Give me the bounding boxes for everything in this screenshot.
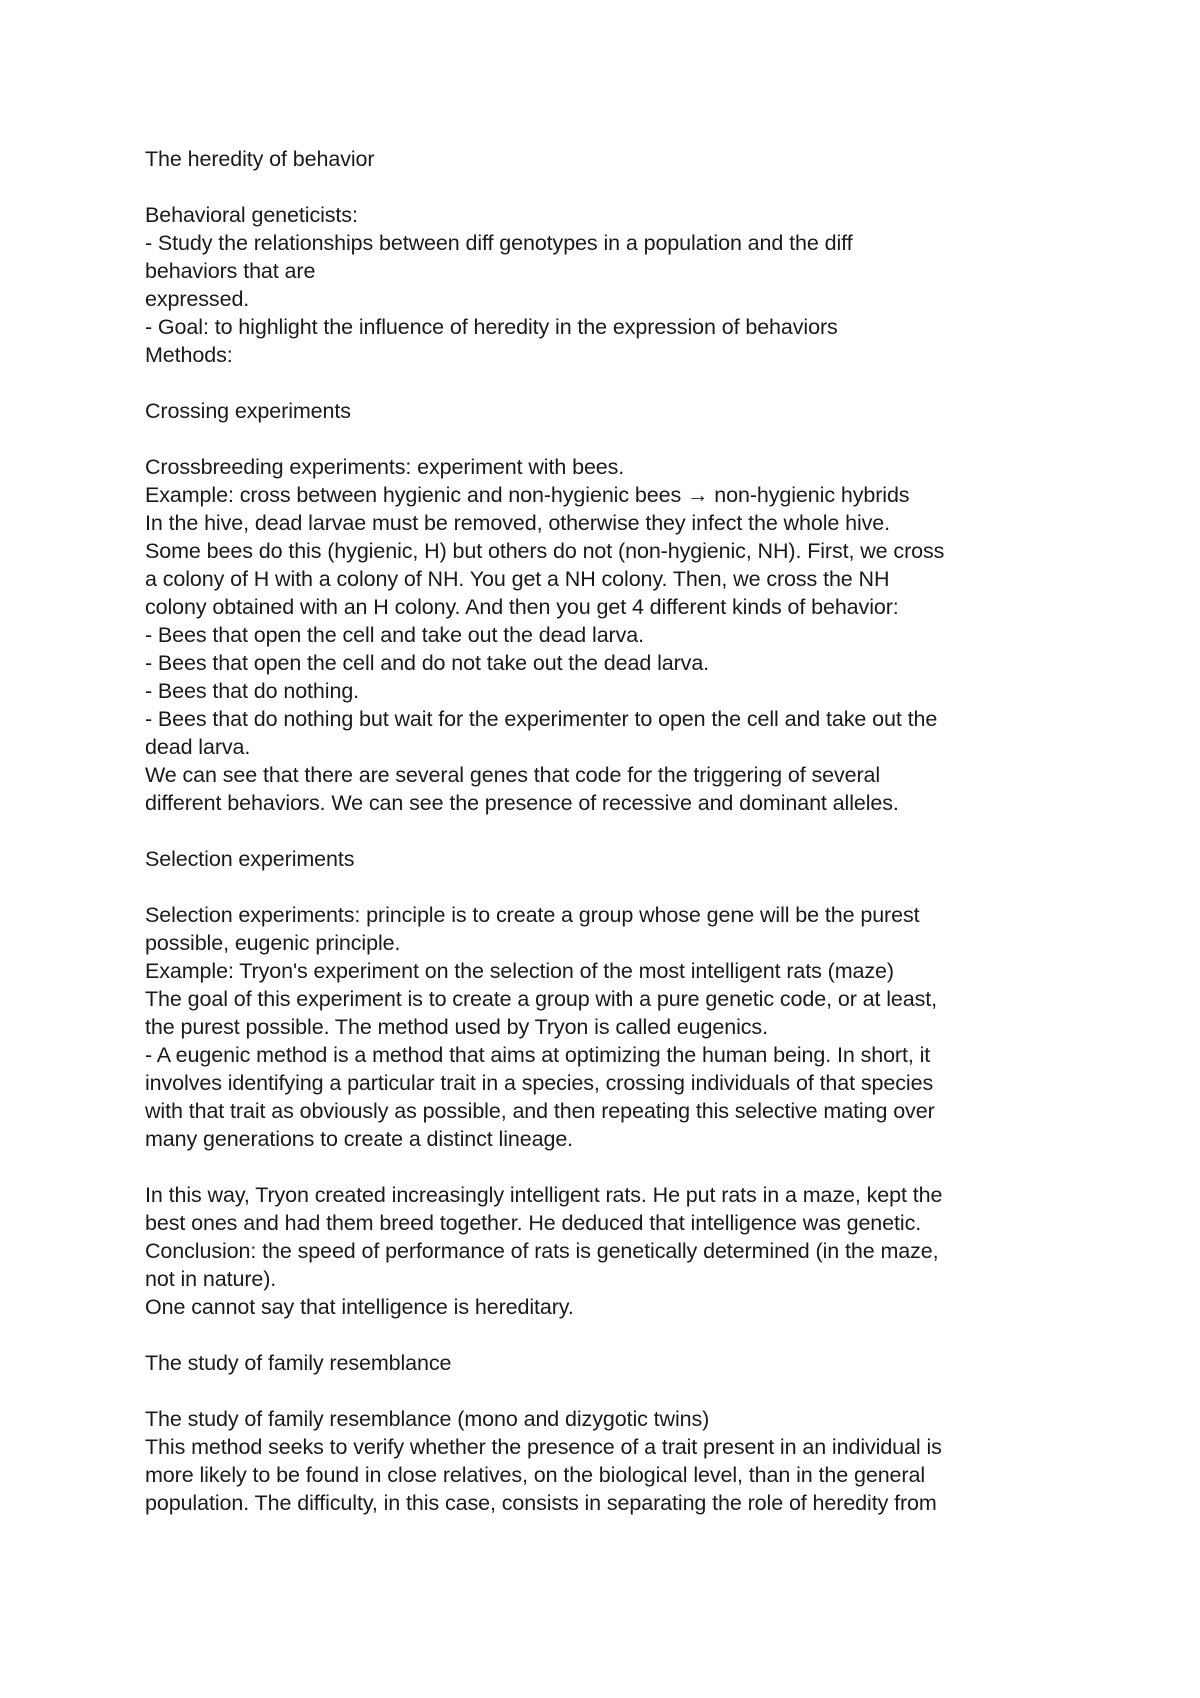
- text-line: The goal of this experiment is to create a group with a pure genetic code, or at least,: [145, 987, 938, 1011]
- text-line: involves identifying a particular trait in a species, crossing individuals of that species: [145, 1071, 934, 1095]
- text-line: many generations to create a distinct lineage.: [145, 1127, 574, 1151]
- text-line: Example: Tryon's experiment on the selection of the most intelligent rats (maze): [145, 959, 894, 983]
- text-line: population. The difficulty, in this case, consists in separating the role of heredity from: [145, 1491, 937, 1515]
- section-heading: Selection experiments: [145, 847, 355, 871]
- text-line: Methods:: [145, 343, 233, 367]
- text-line: The study of family resemblance (mono and dizygotic twins): [145, 1407, 710, 1431]
- text-line: expressed.: [145, 287, 250, 311]
- text-line: the purest possible. The method used by Tryon is called eugenics.: [145, 1015, 768, 1039]
- text-line: Some bees do this (hygienic, H) but others do not (non-hygienic, NH). First, we cross: [145, 539, 945, 563]
- blank-line: [145, 1377, 1075, 1405]
- document-body: [145, 145, 1075, 1517]
- text-line: Conclusion: the speed of performance of rats is genetically determined (in the maze,: [145, 1239, 939, 1263]
- blank-line: [145, 173, 1075, 201]
- text-line: This method seeks to verify whether the presence of a trait present in an individual is: [145, 1435, 942, 1459]
- text-line: behaviors that are: [145, 259, 316, 283]
- text-line: more likely to be found in close relatives, on the biological level, than in the general: [145, 1463, 926, 1487]
- text-line: Selection experiments: principle is to create a group whose gene will be the purest: [145, 903, 920, 927]
- blank-line: [145, 873, 1075, 901]
- text-line: Example: cross between hygienic and non-hygienic bees → non-hygienic hybrids: [145, 483, 910, 507]
- text-line: One cannot say that intelligence is hereditary.: [145, 1295, 574, 1319]
- text-line: best ones and had them breed together. He deduced that intelligence was genetic.: [145, 1211, 922, 1235]
- text-line: different behaviors. We can see the presence of recessive and dominant alleles.: [145, 791, 899, 815]
- section-heading: The study of family resemblance: [145, 1351, 452, 1375]
- text-line: with that trait as obviously as possible, and then repeating this selective mating over: [145, 1099, 935, 1123]
- text-line: - Bees that open the cell and take out the dead larva.: [145, 623, 645, 647]
- text-line: - Study the relationships between diff genotypes in a population and the diff: [145, 231, 853, 255]
- text-line: - A eugenic method is a method that aims at optimizing the human being. In short, it: [145, 1043, 931, 1067]
- text-line: Behavioral geneticists:: [145, 203, 358, 227]
- blank-line: [145, 817, 1075, 845]
- text-line: possible, eugenic principle.: [145, 931, 401, 955]
- blank-line: [145, 369, 1075, 397]
- text-line: - Bees that do nothing.: [145, 679, 360, 703]
- text-line: - Bees that open the cell and do not take out the dead larva.: [145, 651, 710, 675]
- text-line: dead larva.: [145, 735, 251, 759]
- text-line: colony obtained with an H colony. And then you get 4 different kinds of behavior:: [145, 595, 899, 619]
- text-line: - Goal: to highlight the influence of heredity in the expression of behaviors: [145, 315, 838, 339]
- text-line: We can see that there are several genes that code for the triggering of several: [145, 763, 881, 787]
- text-line: Crossbreeding experiments: experiment with bees.: [145, 455, 625, 479]
- text-line: a colony of H with a colony of NH. You get a NH colony. Then, we cross the NH: [145, 567, 890, 591]
- text-line: In the hive, dead larvae must be removed, otherwise they infect the whole hive.: [145, 511, 891, 535]
- blank-line: [145, 1321, 1075, 1349]
- section-heading: Crossing experiments: [145, 399, 351, 423]
- text-line: not in nature).: [145, 1267, 277, 1291]
- text-line: - Bees that do nothing but wait for the experimenter to open the cell and take out the: [145, 707, 938, 731]
- text-line: In this way, Tryon created increasingly intelligent rats. He put rats in a maze, kept the: [145, 1183, 943, 1207]
- blank-line: [145, 425, 1075, 453]
- blank-line: [145, 1153, 1075, 1181]
- document-title: The heredity of behavior: [145, 147, 375, 171]
